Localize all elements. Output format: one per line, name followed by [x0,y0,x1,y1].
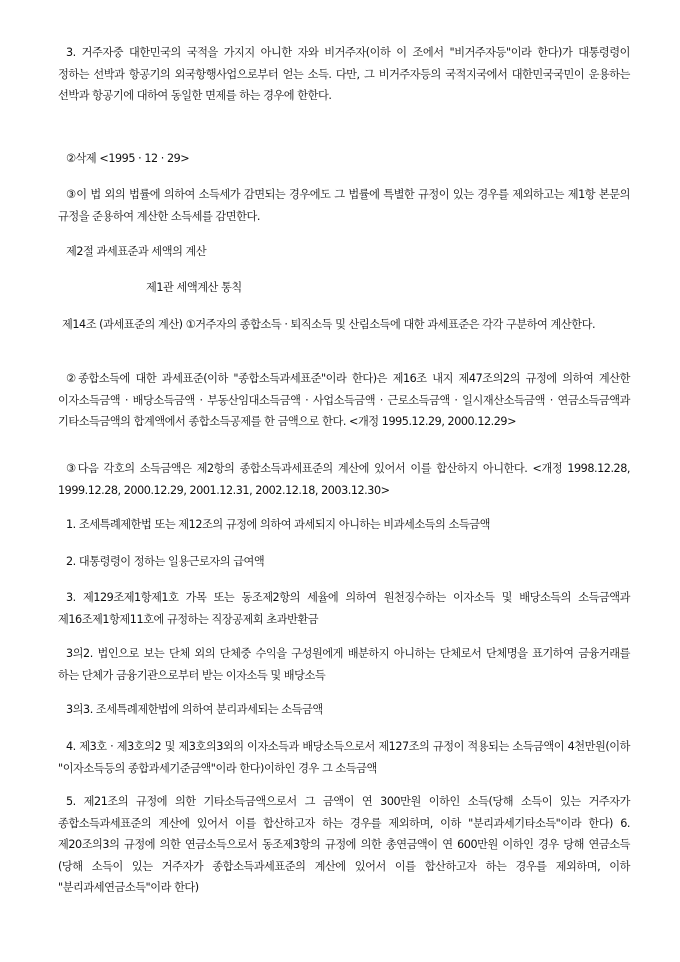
article-14-paragraph-2: ②종합소득에 대한 과세표준(이하 "종합소득과세표준"이라 한다)은 제16조 내지 제47조의2의 규정에 의하여 계산한 이자소득금액 · 배당소득금액 · 부동산임대소득금액 · 사업소득금액 · 근로소득금액 · 일시재산소득금액 · 연금소득금액과 기타소득금액의 합계액에서 종합소득공제를 한 금액으로 한다. <개정 1995.12.29, 2000.12.29> [58,372,630,428]
paragraph-clause-3: ③이 법 외의 법률에 의하여 소득세가 감면되는 경우에도 그 법률에 특별한 규정이 있는 경우를 제외하고는 제1항 본문의 규정을 준용하여 계산한 소득세를 감면한다. [58,188,630,223]
paragraph-deleted-clause: ②삭제 <1995 · 12 · 29> [66,152,190,165]
list-item-1: 1. 조세특례제한법 또는 제12조의 규정에 의하여 과세되지 아니하는 비과세소득의 소득금액 [66,518,490,531]
article-14-paragraph-1: 제14조 (과세표준의 계산) ①거주자의 종합소득 · 퇴직소득 및 산림소득에 대한 과세표준은 각각 구분하여 계산한다. [62,318,596,331]
list-item-5-6: 5. 제21조의 규정에 의한 기타소득금액으로서 그 금액이 연 300만원 이하인 소득(당해 소득이 있는 거주자가 종합소득과세표준의 계산에 있어서 이를 합산하고자 하는 경우를 제외하며, 이하 "분리과세기타소득"이라 한다) 6. 제20조의3의 규정에 의한 연금소득으로서 동조제3항의 규정에 의한 총연금액이 연 600만원 이하인 경우 당해 연금소득(당해 소득이 있는 거주자가 종합소득과세표준의 계산에 있어서 이를 합산하고자 하는 경우를 제외하며, 이하 "분리과세연금소득"이라 한다) [58,795,630,894]
article-14-paragraph-3: ③다음 각호의 소득금액은 제2항의 종합소득과세표준의 계산에 있어서 이를 합산하지 아니한다. <개정 1998.12.28, 1999.12.28, 2000.12.29, 2001.12.31, 2002.12.18, 2003.12.30> [58,462,630,497]
section-heading: 제2절 과세표준과 세액의 계산 [66,245,207,258]
list-item-2: 2. 대통령령이 정하는 일용근로자의 급여액 [66,555,265,568]
paragraph-item-3: 3. 거주자중 대한민국의 국적을 가지지 아니한 자와 비거주자(이하 이 조에서 "비거주자등"이라 한다)가 대통령령이 정하는 선박과 항공기의 외국항행사업으로부터 얻는 소득. 다만, 그 비거주자등의 국적지국에서 대한민국국민이 운용하는 선박과 항공기에 대하여 동일한 면제를 하는 경우에 한한다. [58,46,630,102]
subsection-heading: 제1관 세액계산 통칙 [146,281,242,294]
list-item-3-3: 3의3. 조세특례제한법에 의하여 분리과세되는 소득금액 [66,703,323,716]
list-item-3-2: 3의2. 법인으로 보는 단체 외의 단체중 수익을 구성원에게 배분하지 아니하는 단체로서 단체명을 표기하여 금융거래를 하는 단체가 금융기관으로부터 받는 이자소득 및 배당소득 [58,647,630,682]
list-item-4: 4. 제3호 · 제3호의2 및 제3호의3외의 이자소득과 배당소득으로서 제127조의 규정이 적용되는 소득금액이 4천만원(이하 "이자소득등의 종합과세기준금액"이라 한다)이하인 경우 그 소득금액 [58,740,630,775]
list-item-3: 3. 제129조제1항제1호 가목 또는 동조제2항의 세율에 의하여 원천징수하는 이자소득 및 배당소득의 소득금액과 제16조제1항제11호에 규정하는 직장공제회 초과반환금 [58,591,630,626]
